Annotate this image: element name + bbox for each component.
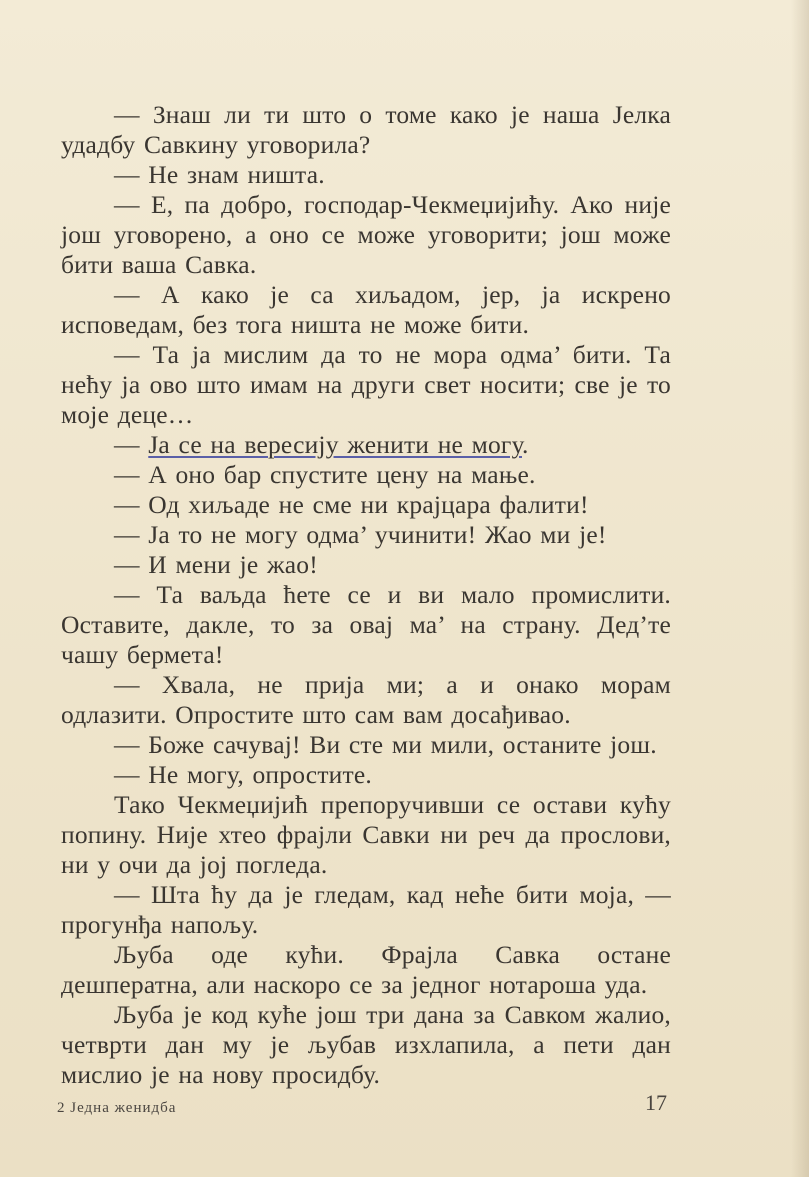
body-text [61, 100, 671, 1090]
paragraph: — Та ја мислим да то не мора одма’ бити. Та нећу ја ово што имам на други свет носити; све је то моје деце… [61, 340, 671, 429]
sentence-end: . [522, 430, 529, 459]
paragraph: — Знаш ли ти што о томе како је наша Јелка удадбу Савкину уговорила? [61, 100, 671, 159]
page-edge-shadow [791, 0, 809, 1177]
paragraph: — Од хиљаде не сме ни крајцара фалити! [114, 490, 589, 519]
paragraph: Тако Чекмеџијић препоручивши се остави кућу попину. Није хтео фрајли Савки ни реч да прослови, ни у очи да јој погледа. [61, 790, 671, 879]
paragraph: — А како је са хиљадом, јер, ја искрено исповедам, без тога ништа не може бити. [61, 280, 671, 339]
underlined-phrase: Ја се на вересију женити не могу [148, 430, 522, 459]
paragraph: — Шта ћу да је гледам, кад неће бити моја, — прогунђа напољу. [61, 880, 671, 939]
paragraph: — Та ваљда ћете се и ви мало промислити. Оставите, дакле, то за овај ма’ на страну. Дед’те чашу бермета! [61, 580, 671, 669]
paragraph: — Е, па добро, господар-Чекмеџијићу. Ако није још уговорено, а оно се може уговорити; још може бити ваша Савка. [61, 190, 671, 279]
printer-signature: 2 Једна женидба [57, 1100, 177, 1116]
paragraph-underlined [61, 430, 671, 460]
paragraph: — Хвала, не прија ми; а и онако морам одлазити. Опростите што сам вам досађивао. [61, 670, 671, 729]
paragraph: — Ја то не могу одма’ учинити! Жао ми је! [114, 520, 607, 549]
paragraph: Љуба је код куће још три дана за Савком жалио, четврти дан му је љубав изхлапила, а пети дан мислио је на нову просидбу. [61, 1000, 671, 1089]
paragraph: — А оно бар спустите цену на мање. [114, 460, 536, 489]
paragraph: — И мени је жао! [114, 550, 318, 579]
page-number: 17 [645, 1090, 667, 1115]
dialogue-dash: — [114, 430, 149, 459]
paragraph: — Боже сачувај! Ви сте ми мили, останите још. [114, 730, 657, 759]
paragraph: — Не могу, опростите. [114, 760, 372, 789]
paragraph: Љуба оде кући. Фрајла Савка остане дешператна, али наскоро се за једног нотароша уда. [61, 940, 671, 999]
paragraph: — Не знам ништа. [114, 160, 325, 189]
